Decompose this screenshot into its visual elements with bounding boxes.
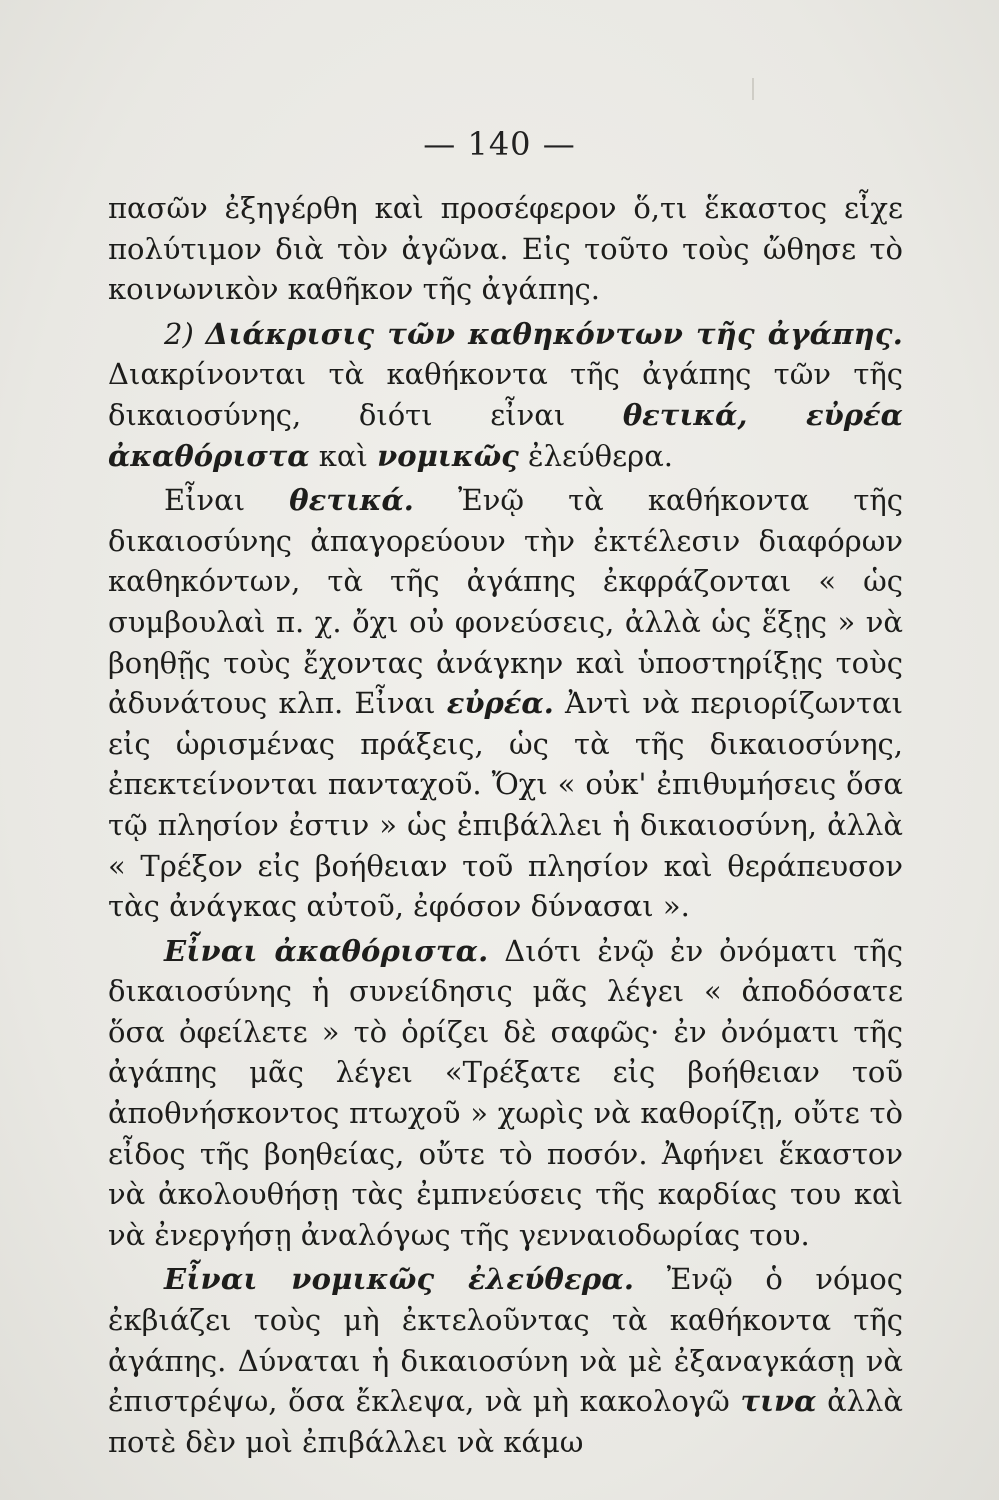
paragraph-2 — [108, 314, 903, 476]
paragraph-4-text: Διότι ἐνῷ ἐν ὀνόματι τῆς δικαιοσύνης ἡ συνείδησις μᾶς λέγει « ἀποδόσατε ὅσα ὀφείλετε » τὸ ὁρίζει δὲ σαφῶς· ἐν ὀνόματι τῆς ἀγάπης μᾶς λέγει «Τρέξατε εἰς βοήθειαν τοῦ ἀποθνήσκοντος πτωχοῦ » χωρὶς νὰ καθορίζῃ, οὔτε τὸ εἶδος τῆς βοηθείας, οὔτε τὸ ποσόν. Ἀφήνει ἕκαστον νὰ ἀκολουθήσῃ τὰς ἐμπνεύσεις τῆς καρδίας του καὶ νὰ ἐνεργήσῃ ἀναλόγως τῆς γενναιοδωρίας του. — [108, 933, 903, 1252]
paragraph-5-text-2: ἀλλὰ ποτὲ δὲν μοὶ ἐπιβάλλει νὰ κάμω — [108, 1384, 903, 1459]
paragraph-3-emphasis-1: θετικά. — [289, 483, 414, 518]
paragraph-4-lead: Εἶναι ἀκαθόριστα. — [164, 933, 489, 968]
body-text — [108, 188, 903, 1462]
paragraph-1-text: πασῶν ἐξηγέρθη καὶ προσέφερον ὅ,τι ἕκαστος εἶχε πολύτιμον διὰ τὸν ἀγῶνα. Εἰς τοῦτο τοὺς ὤθησε τὸ κοινωνικὸν καθῆκον τῆς ἀγάπης. — [108, 191, 903, 307]
section-heading: Διάκρισις τῶν καθηκόντων τῆς ἀγάπης. — [205, 316, 903, 351]
paragraph-3-emphasis-2: εὐρέα. — [446, 686, 554, 721]
paragraph-2-text-2: καὶ — [309, 438, 378, 473]
paragraph-3 — [108, 480, 903, 927]
scan-artifact-line — [752, 78, 754, 100]
paragraph-1 — [108, 188, 903, 310]
paragraph-3-text-1: Εἶναι — [164, 483, 290, 518]
page-number: — 140 — — [423, 125, 576, 163]
paragraph-5-emphasis: τινα — [740, 1384, 817, 1419]
paragraph-2-emphasis-1: θετικά, εὐρέα ἀκαθόριστα — [108, 397, 903, 473]
paragraph-2-text-3: ἐλεύθερα. — [518, 438, 673, 473]
paragraph-2-text-1: Διακρίνονται τὰ καθήκοντα τῆς ἀγάπης τῶν τῆς δικαιοσύνης, διότι εἶναι — [108, 357, 903, 432]
paragraph-3-text-2: Ἐνῷ τὰ καθήκοντα τῆς δικαιοσύνης ἀπαγορεύουν τὴν ἐκτέλεσιν διαφόρων καθηκόντων, τὰ τῆς ἀγάπης ἐκφράζονται « ὡς συμβουλαὶ π. χ. ὄχι οὐ φονεύσεις, ἀλλὰ ὡς ἕξῃς » νὰ βοηθῇς τοὺς ἔχοντας ἀνάγκην καὶ ὑποστηρίξῃς τοὺς ἀδυνάτους κλπ. Εἶναι — [108, 483, 904, 721]
paragraph-2-emphasis-2: νομικῶς — [377, 438, 519, 473]
section-number: 2) — [164, 316, 194, 351]
paragraph-3-text-3: Ἀντὶ νὰ περιορίζωνται εἰς ὡρισμένας πράξεις, ὡς τὰ τῆς δικαιοσύνης, ἐπεκτείνονται πανταχοῦ. Ὄχι « οὐκ' ἐπιθυμήσεις ὅσα τῷ πλησίον ἐστιν » ὡς ἐπιβάλλει ἡ δικαιοσύνη, ἀλλὰ « Τρέξον εἰς βοήθειαν τοῦ πλησίον καὶ θεράπευσον τὰς ἀνάγκας αὐτοῦ, ἐφόσον δύνασαι ». — [108, 686, 903, 924]
paragraph-5 — [108, 1259, 903, 1462]
paragraph-5-text-1: Ἐνῷ ὁ νόμος ἐκβιάζει τοὺς μὴ ἐκτελοῦντας τὰ καθήκοντα τῆς ἀγάπης. Δύναται ἡ δικαιοσύνη νὰ μὲ ἐξαναγκάσῃ νὰ ἐπιστρέψω, ὅσα ἔκλεψα, νὰ μὴ κακολογῶ — [108, 1262, 903, 1419]
paragraph-5-lead: Εἶναι νομικῶς ἐλεύθερα. — [164, 1262, 635, 1297]
paragraph-4 — [108, 931, 903, 1256]
